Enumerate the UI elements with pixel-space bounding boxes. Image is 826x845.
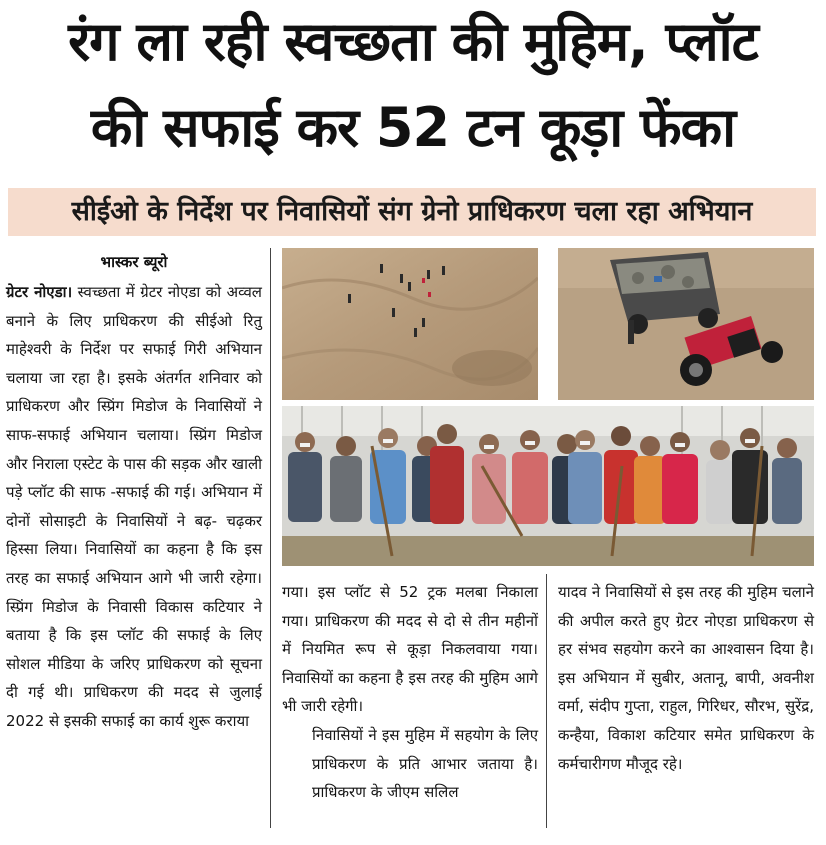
column-divider <box>546 574 547 828</box>
column-2-paragraph-2: निवासियों ने इस मुहिम में सहयोग के लिए प्राधिकरण के प्रति आभार जताया है। प्राधिकरण के जीएम सलिल <box>312 725 538 802</box>
tractor-trolley-photo <box>558 248 814 400</box>
column-2-paragraph-1: गया। इस प्लॉट से 52 ट्रक मलबा निकाला गया। प्राधिकरण की मदद से दो से तीन महीनों में नियमित रूप से कूड़ा निकलवाया गया। निवासियों का कहना है इस तरह की मुहिम आगे भी जारी रहेगी। <box>282 583 538 716</box>
article-column-1 <box>6 278 262 736</box>
column-1-text: स्वच्छता में ग्रेटर नोएडा को अव्वल बनाने के लिए प्राधिकरण की सीईओ रितु माहेश्वरी के निर्देश पर सफाई गिरी अभियान चलाया जा रहा है। इसके अंतर्गत शनिवार को प्राधिकरण और स्प्रिंग मिडोज के निवासियों ने साफ-सफाई अभियान चलाया। स्प्रिंग मिडोज और निराला एस्टेट के पास की सड़क और खाली पड़े प्लॉट की साफ -सफाई की गई। अभियान में दोनों सोसाइटी के निवासियों ने बढ़- चढ़कर हिस्सा लिया। निवासियों का कहना है कि इस तरह का सफाई अभियान आगे भी जारी रहेगा। स्प्रिंग मिडोज के निवासी विकास कटियार ने बताया है कि इस प्लॉट की सफाई के लिए सोशल मीडिया के जरिए प्राधिकरण को सूचना दी गई थी। प्राधिकरण की मदद से जुलाई 2022 से इसकी सफाई का कार्य शुरू कराया <box>6 283 263 730</box>
column-3-paragraph: यादव ने निवासियों से इस तरह की मुहिम चलाने की अपील करते हुए ग्रेटर नोएडा प्राधिकरण से हर संभव सहयोग करने का आश्वासन दिया है। इस अभियान में सुबीर, अतानू, बापी, अवनीश वर्मा, संदीप गुप्ता, राहुल, गिरिधर, सौरभ, सुरेंद्र, कन्हैया, विकाश कटियार समेत प्राधिकरण के कर्मचारीगण मौजूद रहे। <box>558 583 814 773</box>
aerial-plot-photo <box>282 248 538 400</box>
volunteers-group-photo <box>282 406 814 566</box>
headline-line-1: रंग ला रही स्वच्छता की मुहिम, प्लॉट <box>68 10 758 73</box>
byline: भास्कर ब्यूरो <box>100 253 168 271</box>
article-column-3 <box>558 578 814 778</box>
dateline: ग्रेटर नोएडा। <box>6 283 73 301</box>
subheadline: सीईओ के निर्देश पर निवासियों संग ग्रेनो प्राधिकरण चला रहा अभियान <box>71 196 753 227</box>
headline-line-2: की सफाई कर 52 टन कूड़ा फेंका <box>90 96 736 159</box>
column-divider <box>270 248 271 828</box>
article-column-2 <box>282 578 538 807</box>
